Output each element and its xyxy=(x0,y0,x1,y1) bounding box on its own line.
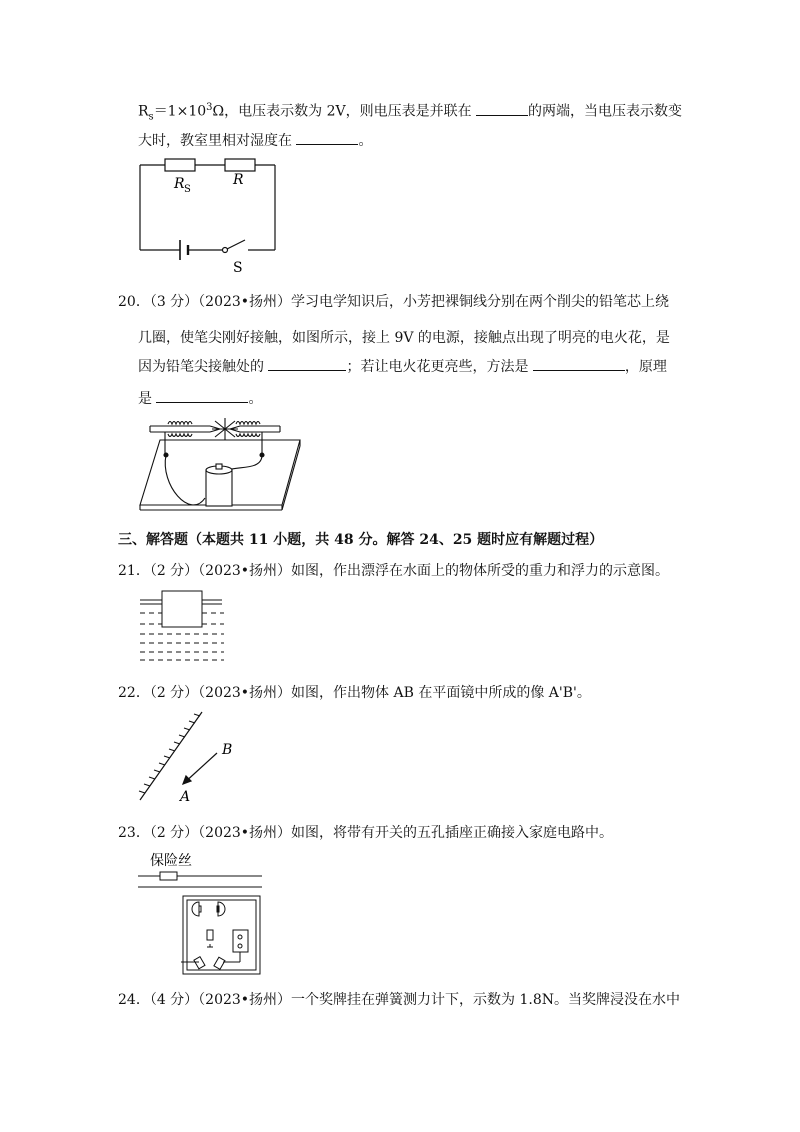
label-point-a: A xyxy=(180,789,191,805)
label-r: R xyxy=(233,172,244,188)
q19-rs-symbol: R xyxy=(138,103,149,120)
q20-text-d: 是 xyxy=(138,391,157,407)
q24-text: 24．（4 分）（2023•扬州）一个奖牌挂在弹簧测力计下，示数为 1.8N。当奖牌浸没在水中 xyxy=(118,992,681,1008)
q19-text-b: 的两端，当电压表示数变 xyxy=(528,103,683,120)
q19-rs-value: ＝1×10 xyxy=(153,103,207,120)
q20-text-e: 。 xyxy=(248,391,263,407)
q19-rs-subscript: s xyxy=(148,111,154,123)
label-point-b: B xyxy=(222,742,233,758)
q20-line-1: 20．（3 分）（2023•扬州）学习电学知识后，小芳把裸铜线分别在两个削尖的铅笔芯上绕 xyxy=(118,294,670,310)
q19-text-c: 大时，教室里相对湿度在 xyxy=(138,133,297,149)
section-3-heading: 三、解答题（本题共 11 小题，共 48 分。解答 24、25 题时应有解题过程） xyxy=(118,532,604,548)
q20-text-a: 因为铅笔尖接触处的 xyxy=(138,359,269,375)
q19-rs-exponent: 3 xyxy=(206,102,213,113)
q20-line-2: 几圈，使笔尖刚好接触，如图所示，接上 9V 的电源，接触点出现了明亮的电火花，是 xyxy=(138,330,670,346)
q20-text-b: ；若让电火花更亮些，方法是 xyxy=(346,359,533,375)
q19-text-a: Ω，电压表示数为 2V，则电压表是并联在 xyxy=(212,103,477,120)
q22-text: 22．（2 分）（2023•扬州）如图，作出物体 AB 在平面镜中所成的像 A'B'。 xyxy=(118,685,591,701)
q23-text: 23．（2 分）（2023•扬州）如图，将带有开关的五孔插座正确接入家庭电路中。 xyxy=(118,825,614,841)
label-rs: R xyxy=(174,176,185,192)
q21-text: 21．（2 分）（2023•扬州）如图，作出漂浮在水面上的物体所受的重力和浮力的示意图。 xyxy=(118,563,670,579)
q19-text-d: 。 xyxy=(358,133,373,149)
fuse-label: 保险丝 xyxy=(150,853,192,869)
label-rs-sub: S xyxy=(184,184,191,195)
q20-text-c: ，原理 xyxy=(624,359,667,375)
label-switch: S xyxy=(233,260,243,276)
